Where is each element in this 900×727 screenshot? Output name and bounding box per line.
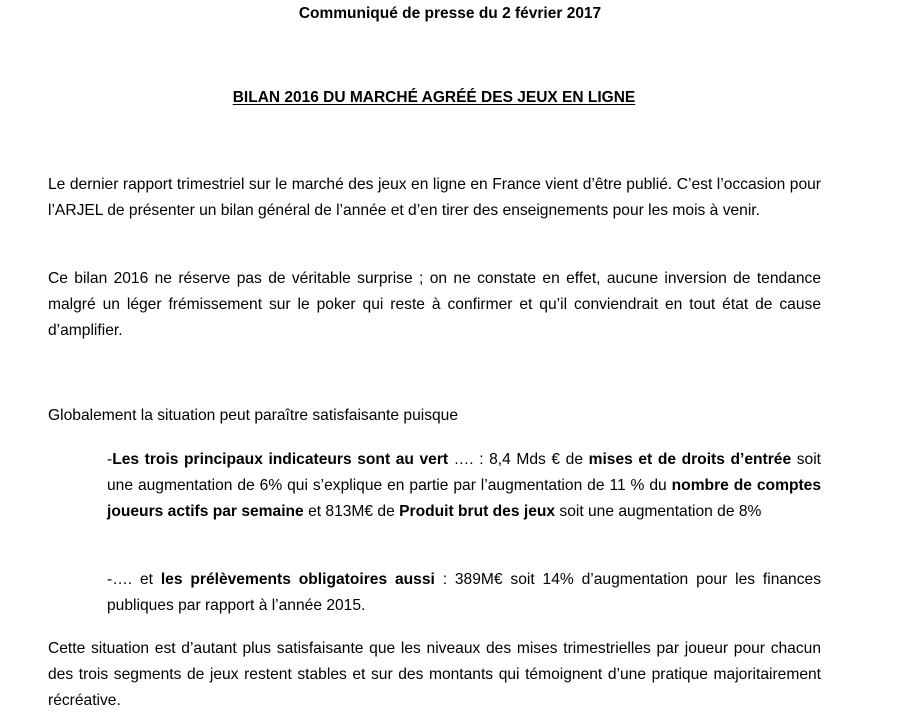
bullet-levies-text-1: -…. et bbox=[107, 571, 161, 588]
bullet-indicators-text-1: …. : 8,4 Mds € de bbox=[448, 451, 589, 468]
paragraph-summary: Ce bilan 2016 ne réserve pas de véritable surprise ; on ne constate en effet, aucune inversion de tendance malgré un léger frémissement sur le poker qui reste à confirmer et qu’il conviendrait en tout état de cause d’amplifier. bbox=[48, 270, 821, 339]
paragraph-intro: Le dernier rapport trimestriel sur le marché des jeux en ligne en France vient d’être publié. C’est l’occasion pour l’ARJEL de présenter un bilan général de l’année et d’en tirer des enseignements pour les mois à venir. bbox=[48, 176, 821, 219]
paragraph-overall: Globalement la situation peut paraître satisfaisante puisque bbox=[48, 407, 459, 424]
bullet-indicators-text-2: soit une augmentation de 6% qui s’explique en partie par l’augmentation de 11 % du bbox=[107, 451, 822, 494]
bullet-indicators-accounts: nombre de comptes joueurs actifs par semaine bbox=[107, 477, 822, 520]
bullet-indicators-heading: Les trois principaux indicateurs sont au vert bbox=[112, 451, 449, 468]
bullet-indicators-gross-product: Produit brut des jeux bbox=[399, 503, 556, 520]
bullet-dash: - bbox=[107, 451, 113, 468]
bullet-levies-heading: les prélèvements obligatoires aussi bbox=[160, 571, 435, 588]
bullet-levies-text-2: : 389M€ soit 14% d’augmentation pour les finances publiques par rapport à l’année 2015. bbox=[107, 571, 821, 614]
bullet-indicators-text-3: et 813M€ de bbox=[303, 503, 400, 520]
page-title: BILAN 2016 DU MARCHÉ AGRÉÉ DES JEUX EN LIGNE bbox=[232, 89, 636, 106]
paragraph-conclusion: Cette situation est d’autant plus satisfaisante que les niveaux des mises trimestrielles par joueur pour chacun des trois segments de jeux restent stables et sur des montants qui témoignent d’une pratique majoritairement récréative. bbox=[48, 640, 821, 709]
press-release-dateline: Communiqué de presse du 2 février 2017 bbox=[298, 5, 602, 22]
bullet-indicators bbox=[107, 447, 821, 525]
bullet-indicators-text-4: soit une augmentation de 8% bbox=[555, 503, 762, 520]
bullet-indicators-bets: mises et de droits d’entrée bbox=[588, 451, 792, 468]
bullet-levies bbox=[107, 567, 821, 619]
